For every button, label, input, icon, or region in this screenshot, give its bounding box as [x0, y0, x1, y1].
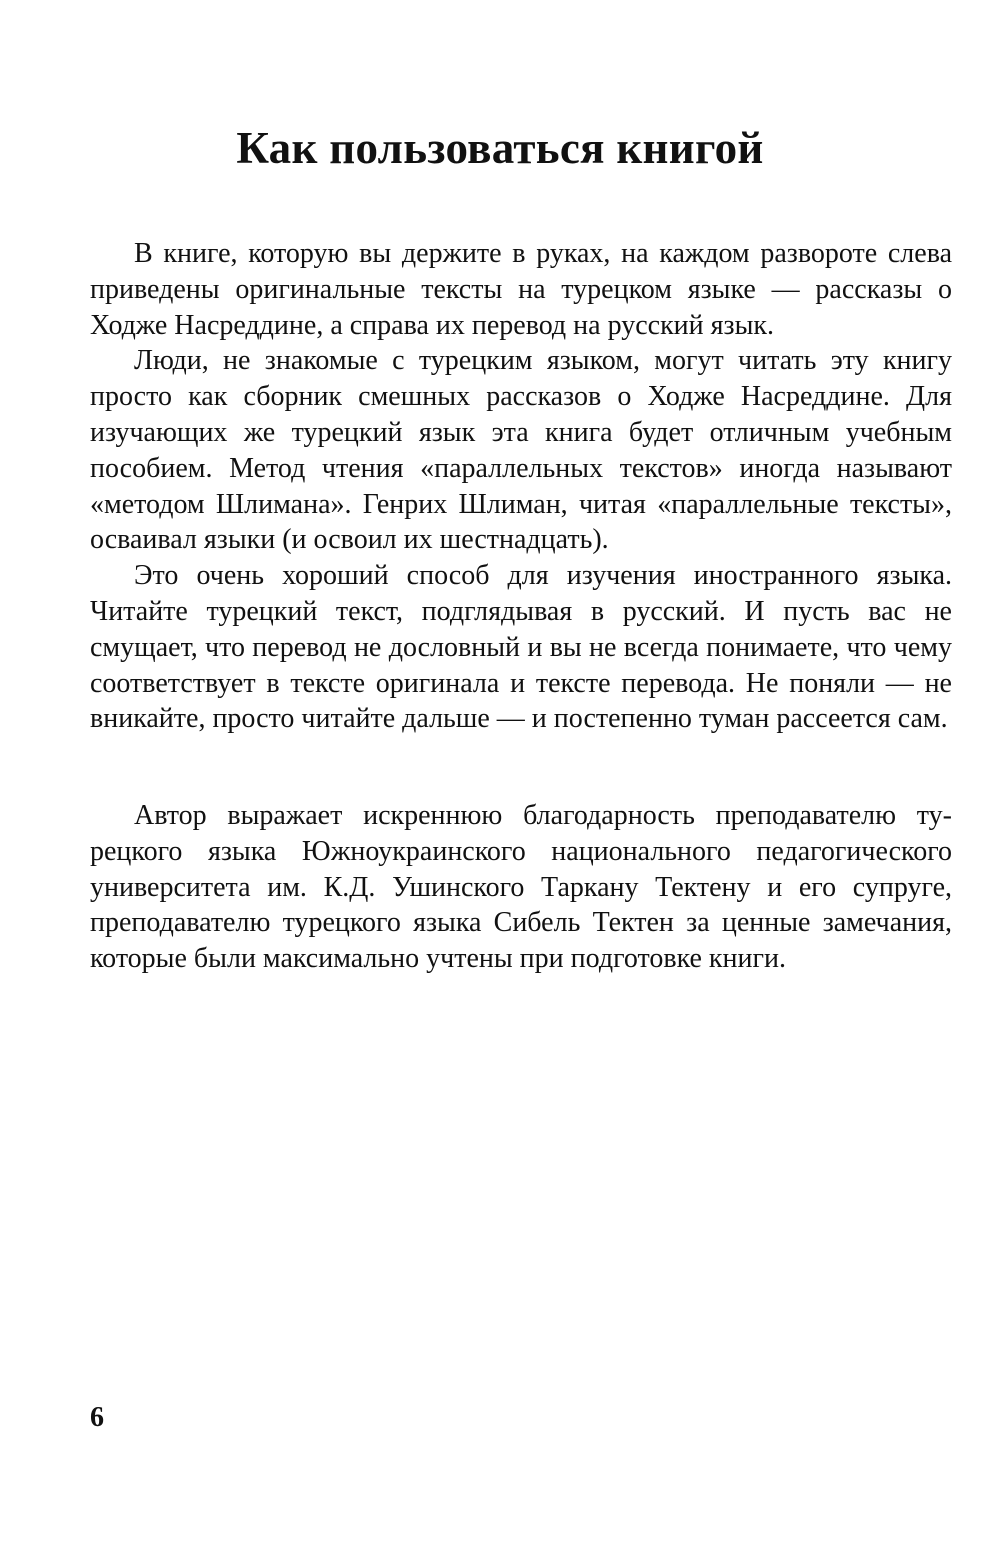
page-number: 6 — [90, 1402, 104, 1433]
paragraph-method: Люди, не знакомые с турецким языком, могут читать эту книгу просто как сборник смешных рассказов о Ходже Насреддине. Для изучающих же турецкий язык эта книга будет отличным учебным пособием. Метод чтения «параллельных текстов» иногда называют «методом Шлимана». Генрих Шлиман, читая «параллельные тексты», осваивал языки (и освоил их шестнадцать). — [90, 345, 952, 556]
paragraph-acknowledgement: Автор выражает искреннюю благодарность преподавателю турецкого языка Южноукраинского национального педагогического университета им. К.Д. Ушинского Таркану Тектену и его супруге, преподавателю турецкого языка Сибель Тектен за ценные замечания, которые были максимально учтены при подготовке книги. — [90, 800, 952, 975]
paragraph-advice: Это очень хороший способ для изучения иностранного языка. Читайте турецкий текст, подглядывая в русский. И пусть вас не смущает, что перевод не дословный и вы не всегда понимаете, что чему соответствует в тексте оригинала и тексте перевода. Не поняли — не вникайте, просто читайте дальше — и постепенно туман рассеется сам. — [90, 560, 952, 735]
page-title: Как пользоваться книгой — [236, 123, 764, 173]
acknowledgement-section — [90, 798, 952, 977]
main-text — [90, 236, 952, 737]
paragraph-intro: В книге, которую вы держите в руках, на каждом развороте слева приведены оригинальные тексты на турецком языке — рассказы о Ходже Насреддине, а справа их перевод на русский язык. — [90, 238, 952, 341]
